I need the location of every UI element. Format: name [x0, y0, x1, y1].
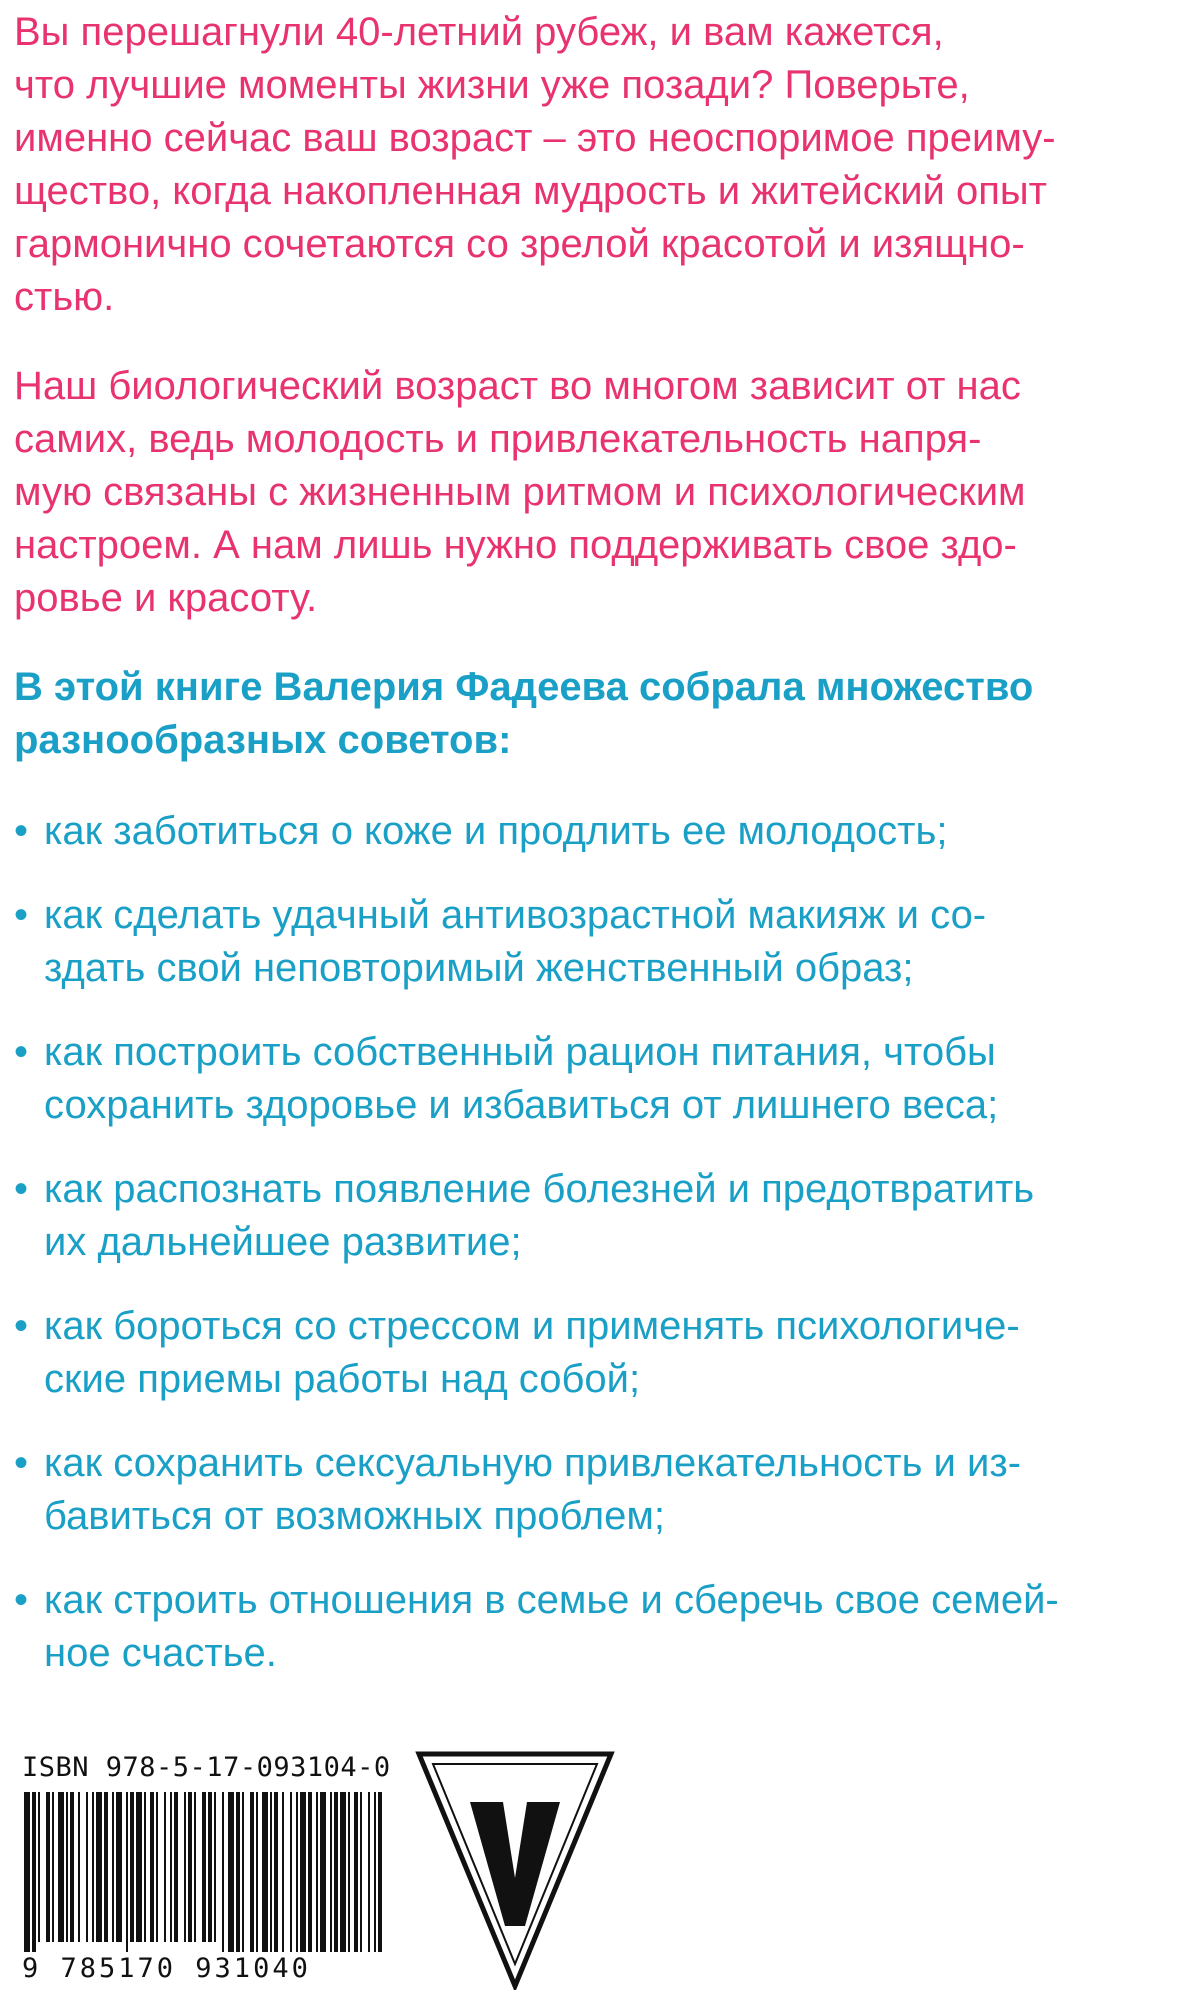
barcode-bar: [184, 1792, 186, 1942]
text-line: мую связаны с жизненным ритмом и психологическим: [14, 470, 1026, 514]
barcode-bar: [96, 1792, 102, 1942]
list-item-line: их дальнейшее развитие;: [44, 1220, 522, 1264]
list-item-line: сохранить здоровье и избавиться от лишнего веса;: [44, 1083, 999, 1127]
list-item: [14, 1300, 1186, 1406]
list-item-line: как построить собственный рацион питания, чтобы: [44, 1030, 996, 1074]
list-item: [14, 1163, 1186, 1269]
list-item: [14, 1026, 1186, 1132]
barcode-bar: [144, 1792, 146, 1942]
barcode-bar: [316, 1792, 318, 1952]
barcode-bar: [194, 1792, 196, 1942]
bullet-icon: •: [14, 809, 29, 853]
text-line: стью.: [14, 275, 115, 319]
barcode-bar: [70, 1792, 74, 1942]
barcode-bar: [222, 1792, 224, 1952]
bullet-icon: •: [14, 1578, 29, 1622]
barcode-bar: [92, 1792, 94, 1942]
barcode-bar: [130, 1792, 134, 1942]
barcode-bar: [290, 1792, 292, 1952]
barcode-bar: [354, 1792, 358, 1952]
barcode-bar: [282, 1792, 284, 1952]
barcode-bar: [188, 1792, 192, 1942]
barcode-bar: [46, 1792, 50, 1942]
barcode-bar: [348, 1792, 350, 1952]
barcode-bar: [156, 1792, 158, 1942]
barcode-bar: [242, 1792, 244, 1952]
barcode-bar: [104, 1792, 108, 1942]
barcode-digits: 9 785170 931040: [22, 1953, 311, 1984]
barcode-bar: [66, 1792, 68, 1942]
list-item-line: как распознать появление болезней и предотвратить: [44, 1167, 1035, 1211]
heading-line: разнообразных советов:: [14, 718, 512, 762]
text-line: самих, ведь молодость и привлекательность напря-: [14, 417, 982, 461]
barcode-bar: [126, 1792, 128, 1952]
barcode-bar: [296, 1792, 298, 1952]
barcode-bar: [52, 1792, 54, 1942]
text-line: Наш биологический возраст во многом зависит от нас: [14, 364, 1021, 408]
text-line: именно сейчас ваш возраст – это неоспоримое преиму-: [14, 116, 1056, 160]
barcode-bar: [340, 1792, 346, 1952]
isbn-text: ISBN 978-5-17-093104-0: [22, 1752, 391, 1783]
intro-paragraph-2: [14, 360, 1186, 625]
text-line: настроем. А нам лишь нужно поддерживать свое здо-: [14, 523, 1017, 567]
bullet-icon: •: [14, 1167, 29, 1211]
barcode-bar: [236, 1792, 240, 1952]
barcode-bar: [214, 1792, 216, 1942]
bullet-icon: •: [14, 893, 29, 937]
list-item: [14, 1574, 1186, 1680]
barcode-bar: [78, 1792, 80, 1942]
barcode-bar: [270, 1792, 272, 1952]
list-item-line: ное счастье.: [44, 1631, 277, 1675]
barcode-bar: [164, 1792, 166, 1942]
list-item-line: бавиться от возможных проблем;: [44, 1494, 665, 1538]
barcode-bar: [250, 1792, 254, 1952]
barcode-bar: [378, 1792, 382, 1952]
list-item: [14, 889, 1186, 995]
barcode-icon: [22, 1792, 392, 1952]
list-item: [14, 1437, 1186, 1543]
barcode-bar: [38, 1792, 40, 1942]
intro-paragraph-1: [14, 6, 1186, 324]
barcode-bar: [116, 1792, 122, 1942]
barcode-bar: [24, 1792, 30, 1952]
barcode-bar: [262, 1792, 268, 1952]
list-item: [14, 805, 1186, 858]
barcode-bar: [274, 1792, 278, 1952]
list-item-line: как сделать удачный антивозрастной макияж и со-: [44, 893, 987, 937]
barcode-bar: [334, 1792, 338, 1952]
list-item-line: как строить отношения в семье и сберечь свое семей-: [44, 1578, 1059, 1622]
list-item-line: как сохранить сексуальную привлекательность и из-: [44, 1441, 1022, 1485]
text-line: гармонично сочетаются со зрелой красотой и изящно-: [14, 222, 1025, 266]
barcode-bar: [32, 1792, 36, 1952]
heading-line: В этой книге Валерия Фадеева собрала множество: [14, 665, 1034, 709]
back-cover-text: [14, 6, 1186, 1711]
barcode-bar: [308, 1792, 312, 1952]
text-line: Вы перешагнули 40-летний рубеж, и вам кажется,: [14, 10, 944, 54]
barcode-bar: [150, 1792, 154, 1942]
list-item-line: здать свой неповторимый женственный образ;: [44, 946, 914, 990]
barcode-bar: [170, 1792, 172, 1942]
v-triangle-publisher-logo-icon: [415, 1750, 615, 1990]
advice-list: [14, 805, 1186, 1680]
list-item-line: ские приемы работы над собой;: [44, 1357, 641, 1401]
text-line: ровье и красоту.: [14, 576, 318, 620]
barcode-bar: [300, 1792, 306, 1952]
list-item-line: как бороться со стрессом и применять психологиче-: [44, 1304, 1020, 1348]
bullet-icon: •: [14, 1441, 29, 1485]
barcode-bar: [228, 1792, 234, 1952]
text-line: что лучшие моменты жизни уже позади? Поверьте,: [14, 63, 970, 107]
barcode-bar: [58, 1792, 64, 1942]
barcode-bar: [368, 1792, 370, 1952]
bullet-icon: •: [14, 1030, 29, 1074]
barcode-bar: [330, 1792, 332, 1952]
advice-heading: [14, 661, 1186, 767]
barcode-bar: [202, 1792, 206, 1942]
barcode-bar: [360, 1792, 362, 1952]
list-item-line: как заботиться о коже и продлить ее молодость;: [44, 809, 948, 853]
bullet-icon: •: [14, 1304, 29, 1348]
barcode-bar: [208, 1792, 212, 1942]
barcode-bar: [256, 1792, 258, 1952]
barcode-block: [22, 1752, 402, 1984]
barcode-bar: [174, 1792, 178, 1942]
barcode-bar: [136, 1792, 142, 1942]
barcode-bar: [86, 1792, 88, 1942]
barcode-bar: [374, 1792, 376, 1952]
text-line: щество, когда накопленная мудрость и житейский опыт: [14, 169, 1047, 213]
barcode-bar: [320, 1792, 326, 1952]
barcode-bar: [112, 1792, 114, 1942]
